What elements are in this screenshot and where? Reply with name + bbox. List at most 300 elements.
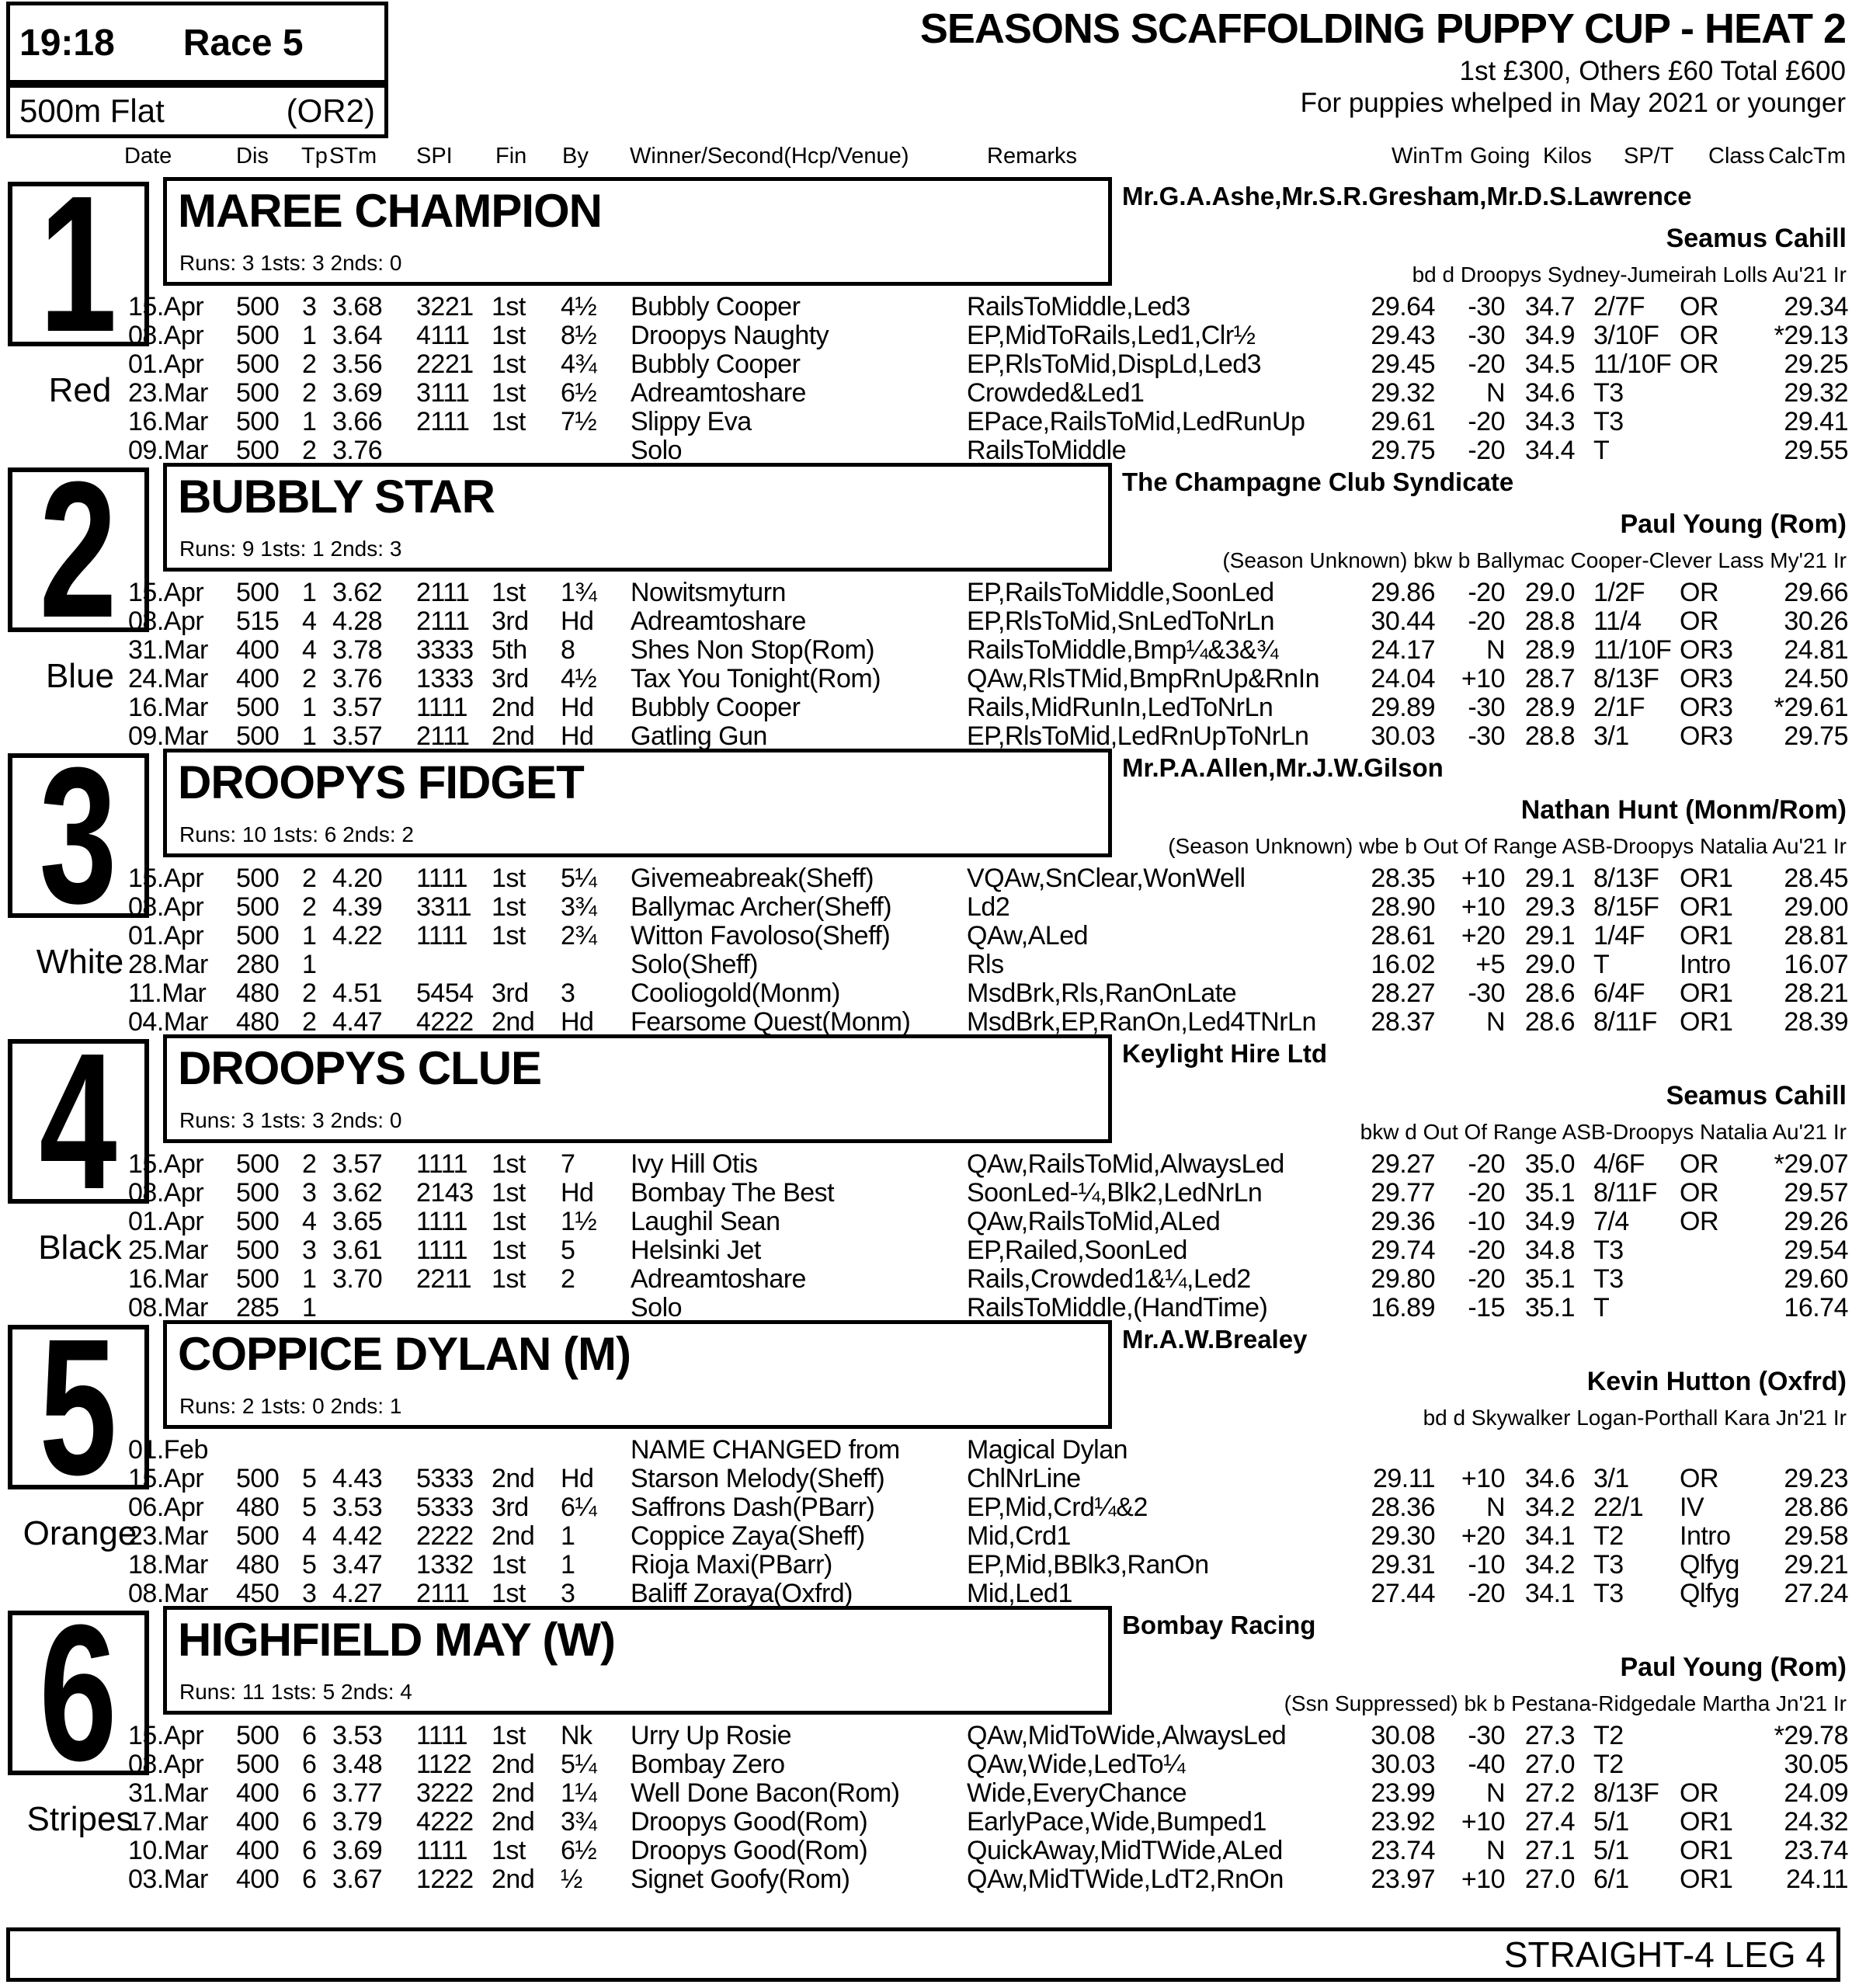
form-winner: Bombay The Best — [631, 1178, 835, 1208]
form-wintime: 24.04 — [1371, 664, 1435, 693]
form-calctime: 29.34 — [1784, 292, 1848, 321]
form-splittime: 3.78 — [332, 635, 383, 665]
form-kilos: 35.1 — [1524, 1178, 1575, 1208]
form-calctime: 29.58 — [1784, 1521, 1848, 1551]
form-row — [0, 1750, 1852, 1778]
form-class: Qlfyg — [1680, 1579, 1739, 1608]
form-going: -30 — [1468, 693, 1505, 722]
form-calctime: *29.13 — [1774, 321, 1848, 350]
form-calctime: 30.05 — [1784, 1750, 1848, 1779]
prize-money: 1st £300, Others £60 Total £600 — [1459, 56, 1846, 86]
form-kilos: 34.5 — [1524, 349, 1575, 379]
breeding-info: bkw d Out Of Range ASB-Droopys Natalia Au'21 Ir — [1360, 1120, 1847, 1144]
form-date: 08.Apr — [128, 606, 204, 636]
form-finish: 2nd — [492, 1807, 535, 1837]
form-calctime: *29.07 — [1774, 1149, 1848, 1179]
form-date: 16.Mar — [128, 1264, 208, 1294]
form-row — [0, 321, 1852, 349]
form-wintime: 29.75 — [1371, 436, 1435, 465]
breeding-info: (Season Unknown) wbe b Out Of Range ASB-Droopys Natalia Au'21 Ir — [1168, 834, 1847, 858]
form-splittime: 3.66 — [332, 407, 383, 436]
form-distance: 500 — [236, 407, 280, 436]
form-going: -30 — [1468, 321, 1505, 350]
form-remarks: EP,Mid,Crd¼&2 — [967, 1493, 1148, 1522]
column-headers — [0, 144, 1852, 170]
form-calctime: 29.32 — [1784, 378, 1848, 408]
form-splittime: 3.76 — [332, 436, 383, 465]
form-trap: 3 — [302, 1236, 317, 1265]
form-class: OR1 — [1680, 1836, 1733, 1865]
race-title: SEASONS SCAFFOLDING PUPPY CUP - HEAT 2 — [919, 5, 1846, 52]
dog-stats: Runs: 9 1sts: 1 2nds: 3 — [179, 537, 402, 561]
form-finish: 2nd — [492, 721, 535, 751]
form-date: 08.Apr — [128, 1750, 204, 1779]
form-going: N — [1485, 378, 1505, 408]
form-calctime: 29.66 — [1784, 578, 1848, 607]
form-class: OR — [1680, 1149, 1718, 1179]
form-splittime: 3.57 — [332, 721, 383, 751]
form-going: N — [1485, 1778, 1505, 1808]
form-kilos: 34.2 — [1524, 1550, 1575, 1580]
form-finish: 1st — [492, 892, 526, 922]
form-splittime: 4.39 — [332, 892, 383, 922]
form-finish: 3rd — [492, 664, 529, 693]
form-trap: 6 — [302, 1721, 317, 1750]
form-sp: 1/4F — [1593, 921, 1645, 951]
form-sp: 2/7F — [1593, 292, 1645, 321]
dog-name-box — [163, 1034, 1112, 1143]
form-kilos: 34.2 — [1524, 1493, 1575, 1522]
owner-name: Bombay Racing — [1122, 1611, 1316, 1639]
form-calctime: 28.45 — [1784, 864, 1848, 893]
form-going: +10 — [1461, 1464, 1505, 1493]
form-wintime: 23.99 — [1371, 1778, 1435, 1808]
form-calctime: 24.11 — [1785, 1865, 1848, 1894]
form-class: OR3 — [1680, 693, 1733, 722]
form-splittime: 3.68 — [332, 292, 383, 321]
form-kilos: 27.0 — [1524, 1865, 1575, 1894]
form-distance: 480 — [236, 1493, 280, 1522]
form-trap: 4 — [302, 606, 317, 636]
form-distance: 500 — [236, 1750, 280, 1779]
form-going: -30 — [1468, 721, 1505, 751]
form-row — [0, 1293, 1852, 1322]
form-positions: 1111 — [416, 1207, 468, 1236]
trainer-name: Seamus Cahill — [1666, 1081, 1847, 1110]
dog-name: MAREE CHAMPION — [178, 185, 603, 237]
form-remarks: Mid,Crd1 — [967, 1521, 1071, 1551]
form-by-margin: 3¾ — [561, 892, 597, 922]
form-row — [0, 864, 1852, 892]
form-going: -20 — [1468, 407, 1505, 436]
form-remarks: Magical Dylan — [967, 1435, 1128, 1465]
dog-name: BUBBLY STAR — [178, 471, 495, 523]
form-by-margin: 1 — [561, 1550, 575, 1580]
dog-name: HIGHFIELD MAY (W) — [178, 1614, 615, 1666]
form-winner: Solo — [631, 1293, 683, 1322]
col-remarks: Remarks — [987, 144, 1078, 169]
form-class: OR1 — [1680, 864, 1733, 893]
form-date: 31.Mar — [128, 1778, 208, 1808]
form-wintime: 28.35 — [1371, 864, 1435, 893]
form-going: N — [1485, 1836, 1505, 1865]
form-trap: 2 — [302, 892, 317, 922]
form-row — [0, 407, 1852, 436]
form-finish: 1st — [492, 1207, 526, 1236]
form-calctime: 24.09 — [1784, 1778, 1848, 1808]
form-calctime: 24.81 — [1784, 635, 1848, 665]
form-date: 11.Mar — [128, 978, 207, 1008]
form-date: 08.Apr — [128, 892, 204, 922]
trap-number: 5 — [39, 1298, 118, 1515]
form-distance: 500 — [236, 292, 280, 321]
form-row — [0, 1007, 1852, 1036]
form-class: OR — [1680, 606, 1718, 636]
form-by-margin: 2¾ — [561, 921, 597, 951]
form-positions: 5454 — [416, 978, 474, 1008]
form-sp: T3 — [1593, 1264, 1624, 1294]
form-positions: 3221 — [416, 292, 474, 321]
form-date: 25.Mar — [128, 1236, 208, 1265]
form-sp: 8/11F — [1593, 1178, 1657, 1208]
form-calctime: 30.26 — [1784, 606, 1848, 636]
form-trap: 1 — [302, 1293, 317, 1322]
form-going: -30 — [1468, 1721, 1505, 1750]
form-winner: Ivy Hill Otis — [631, 1149, 758, 1179]
form-positions: 1222 — [416, 1865, 474, 1894]
form-remarks: EP,RlsToMid,LedRnUpToNrLn — [967, 721, 1309, 751]
form-wintime: 28.27 — [1371, 978, 1435, 1008]
form-going: -20 — [1468, 1579, 1505, 1608]
form-row — [0, 606, 1852, 635]
form-trap: 4 — [302, 1521, 317, 1551]
form-rows — [0, 1149, 1852, 1322]
form-row — [0, 950, 1852, 978]
form-positions: 1333 — [416, 664, 474, 693]
form-winner: Rioja Maxi(PBarr) — [631, 1550, 832, 1580]
form-winner: Helsinki Jet — [631, 1236, 761, 1265]
form-distance: 500 — [236, 321, 280, 350]
trainer-name: Paul Young (Rom) — [1620, 1653, 1847, 1682]
form-positions: 1111 — [416, 1721, 468, 1750]
form-winner: Adreamtoshare — [631, 606, 806, 636]
form-calctime: 27.24 — [1784, 1579, 1848, 1608]
form-sp: T2 — [1593, 1750, 1624, 1779]
form-positions: 3311 — [416, 892, 472, 922]
form-by-margin: Hd — [561, 721, 594, 751]
form-distance: 280 — [236, 950, 280, 979]
form-class: OR3 — [1680, 664, 1733, 693]
form-remarks: Rails,Crowded1&¼,Led2 — [967, 1264, 1251, 1294]
form-sp: T — [1593, 950, 1610, 979]
form-finish: 1st — [492, 864, 526, 893]
form-kilos: 29.1 — [1524, 864, 1575, 893]
form-trap: 2 — [302, 664, 317, 693]
form-class: Intro — [1680, 950, 1731, 979]
form-sp: T3 — [1593, 407, 1624, 436]
form-row — [0, 892, 1852, 921]
form-trap: 5 — [302, 1493, 317, 1522]
form-splittime: 3.76 — [332, 664, 383, 693]
form-remarks: QAw,RlsTMid,BmpRnUp&RnIn — [967, 664, 1320, 693]
form-distance: 500 — [236, 436, 280, 465]
form-date: 31.Mar — [128, 635, 208, 665]
form-kilos: 27.2 — [1524, 1778, 1575, 1808]
form-sp: 8/13F — [1593, 864, 1659, 893]
form-finish: 3rd — [492, 978, 529, 1008]
form-kilos: 34.3 — [1524, 407, 1575, 436]
form-row — [0, 436, 1852, 464]
footer-box — [6, 1927, 1840, 1982]
form-splittime: 3.47 — [332, 1550, 383, 1580]
form-row — [0, 292, 1852, 321]
form-splittime: 3.64 — [332, 321, 383, 350]
form-remarks: EarlyPace,Wide,Bumped1 — [967, 1807, 1267, 1837]
form-finish: 1st — [492, 407, 526, 436]
form-positions: 4222 — [416, 1007, 474, 1037]
form-sp: 3/1 — [1593, 1464, 1629, 1493]
form-by-margin: Hd — [561, 1007, 594, 1037]
form-distance: 500 — [236, 1149, 280, 1179]
form-going: -30 — [1468, 292, 1505, 321]
form-date: 15.Apr — [128, 1721, 204, 1750]
form-kilos: 34.1 — [1524, 1521, 1575, 1551]
col-wintm: WinTm — [1392, 144, 1463, 169]
form-splittime: 3.69 — [332, 378, 383, 408]
form-rows — [0, 578, 1852, 750]
form-sp: 11/4 — [1593, 606, 1642, 636]
form-date: 03.Mar — [128, 1865, 208, 1894]
form-distance: 500 — [236, 1236, 280, 1265]
form-positions: 3333 — [416, 635, 474, 665]
col-going: Going — [1470, 144, 1531, 169]
form-calctime: 29.41 — [1784, 407, 1848, 436]
form-positions: 2111 — [416, 407, 470, 436]
form-row — [0, 693, 1852, 721]
form-positions: 3222 — [416, 1778, 474, 1808]
form-positions: 4222 — [416, 1807, 474, 1837]
col-calctm: CalcTm — [1768, 144, 1846, 169]
form-finish: 5th — [492, 635, 527, 665]
form-splittime: 3.62 — [332, 1178, 383, 1208]
form-finish: 2nd — [492, 693, 535, 722]
form-class: OR1 — [1680, 892, 1733, 922]
col-spi: SPI — [416, 144, 453, 169]
form-sp: T2 — [1593, 1721, 1624, 1750]
form-class: OR1 — [1680, 1007, 1733, 1037]
form-kilos: 28.9 — [1524, 693, 1575, 722]
form-kilos: 34.4 — [1524, 436, 1575, 465]
form-trap: 5 — [302, 1550, 317, 1580]
form-kilos: 34.6 — [1524, 378, 1575, 408]
form-winner: Bubbly Cooper — [631, 693, 801, 722]
form-trap: 3 — [302, 1579, 317, 1608]
form-calctime: 29.54 — [1784, 1236, 1848, 1265]
dog-name-box — [163, 1320, 1112, 1429]
form-going: -20 — [1468, 349, 1505, 379]
form-sp: 3/10F — [1593, 321, 1659, 350]
form-splittime: 3.77 — [332, 1778, 383, 1808]
form-wintime: 29.86 — [1371, 578, 1435, 607]
form-sp: 8/13F — [1593, 664, 1659, 693]
form-wintime: 29.77 — [1371, 1178, 1435, 1208]
form-distance: 500 — [236, 864, 280, 893]
form-calctime: 29.25 — [1784, 349, 1848, 379]
col-dis: Dis — [236, 144, 269, 169]
dog-stats: Runs: 3 1sts: 3 2nds: 0 — [179, 1108, 402, 1132]
dog-name-box — [163, 1606, 1112, 1715]
form-wintime: 29.32 — [1371, 378, 1435, 408]
form-wintime: 23.97 — [1371, 1865, 1435, 1894]
form-wintime: 29.74 — [1371, 1236, 1435, 1265]
form-remarks: EP,RlsToMid,SnLedToNrLn — [967, 606, 1275, 636]
dog-name: DROOPYS FIDGET — [178, 756, 584, 808]
form-sp: T — [1593, 436, 1610, 465]
form-trap: 2 — [302, 349, 317, 379]
trainer-name: Seamus Cahill — [1666, 224, 1847, 253]
form-wintime: 29.36 — [1371, 1207, 1435, 1236]
form-positions: 2111 — [416, 721, 470, 751]
form-by-margin: 1¼ — [561, 1778, 597, 1808]
form-row — [0, 1207, 1852, 1236]
form-splittime: 4.22 — [332, 921, 383, 951]
col-stm: STm — [329, 144, 377, 169]
trap-color-label: White — [36, 943, 124, 981]
form-date: 18.Mar — [128, 1550, 208, 1580]
form-date: 04.Mar — [128, 1007, 208, 1037]
col-kilos: Kilos — [1543, 144, 1592, 169]
form-remarks: EP,RlsToMid,DispLd,Led3 — [967, 349, 1262, 379]
form-wintime: 28.61 — [1371, 921, 1435, 951]
form-trap: 2 — [302, 378, 317, 408]
form-remarks: ChlNrLine — [967, 1464, 1081, 1493]
form-by-margin: 4½ — [561, 664, 597, 693]
form-going: +20 — [1461, 1521, 1505, 1551]
form-splittime: 3.62 — [332, 578, 383, 607]
form-splittime: 3.67 — [332, 1865, 383, 1894]
form-by-margin: 5¼ — [561, 1750, 597, 1779]
form-finish: 2nd — [492, 1865, 535, 1894]
form-kilos: 28.8 — [1524, 606, 1575, 636]
form-wintime: 29.30 — [1371, 1521, 1435, 1551]
form-trap: 6 — [302, 1865, 317, 1894]
form-remarks: QAw,RailsToMid,AlwaysLed — [967, 1149, 1284, 1179]
form-remarks: QAw,ALed — [967, 921, 1089, 951]
form-class: OR1 — [1680, 1807, 1733, 1837]
form-row — [0, 921, 1852, 950]
form-by-margin: 7½ — [561, 407, 597, 436]
form-going: +5 — [1475, 950, 1505, 979]
form-winner: Well Done Bacon(Rom) — [631, 1778, 900, 1808]
dog-name-box — [163, 749, 1112, 857]
form-sp: 7/4 — [1593, 1207, 1629, 1236]
form-finish: 1st — [492, 578, 526, 607]
form-by-margin: Nk — [561, 1721, 592, 1750]
form-rows — [0, 1435, 1852, 1607]
form-kilos: 27.3 — [1524, 1721, 1575, 1750]
col-date: Date — [124, 144, 172, 169]
form-sp: T — [1593, 1293, 1610, 1322]
form-wintime: 29.61 — [1371, 407, 1435, 436]
form-going: -20 — [1468, 606, 1505, 636]
form-finish: 3rd — [492, 606, 529, 636]
trap-number: 1 — [39, 155, 118, 372]
form-going: -20 — [1468, 578, 1505, 607]
form-distance: 450 — [236, 1579, 280, 1608]
trap-number: 4 — [39, 1013, 118, 1229]
form-positions: 5333 — [416, 1464, 474, 1493]
form-going: +10 — [1461, 664, 1505, 693]
form-trap: 2 — [302, 978, 317, 1008]
form-sp: 8/13F — [1593, 1778, 1659, 1808]
col-fin: Fin — [495, 144, 527, 169]
form-kilos: 28.9 — [1524, 635, 1575, 665]
form-positions: 5333 — [416, 1493, 474, 1522]
form-remarks: EP,MidToRails,Led1,Clr½ — [967, 321, 1256, 350]
form-finish: 2nd — [492, 1521, 535, 1551]
form-kilos: 35.1 — [1524, 1264, 1575, 1294]
form-class: IV — [1680, 1493, 1704, 1522]
form-trap: 1 — [302, 407, 317, 436]
form-splittime: 4.28 — [332, 606, 383, 636]
dog-name-box — [163, 463, 1112, 572]
form-positions: 2211 — [416, 1264, 472, 1294]
form-going: -15 — [1468, 1293, 1505, 1322]
form-wintime: 28.90 — [1371, 892, 1435, 922]
race-distance-box — [6, 84, 388, 138]
form-splittime: 3.65 — [332, 1207, 383, 1236]
form-finish: 1st — [492, 1836, 526, 1865]
form-splittime: 3.70 — [332, 1264, 383, 1294]
form-date: 15.Apr — [128, 292, 204, 321]
form-splittime: 3.57 — [332, 1149, 383, 1179]
form-wintime: 28.36 — [1371, 1493, 1435, 1522]
form-row — [0, 1236, 1852, 1264]
trainer-name: Nathan Hunt (Monm/Rom) — [1520, 795, 1847, 825]
form-winner: Nowitsmyturn — [631, 578, 786, 607]
form-distance: 500 — [236, 721, 280, 751]
form-kilos: 27.0 — [1524, 1750, 1575, 1779]
form-remarks: RailsToMiddle — [967, 436, 1127, 465]
form-distance: 500 — [236, 1178, 280, 1208]
form-trap: 6 — [302, 1836, 317, 1865]
form-winner: NAME CHANGED from — [631, 1435, 900, 1465]
form-by-margin: 6½ — [561, 1836, 597, 1865]
form-distance: 400 — [236, 1778, 280, 1808]
form-by-margin: 3 — [561, 978, 575, 1008]
form-sp: T3 — [1593, 1236, 1624, 1265]
form-remarks: MsdBrk,Rls,RanOnLate — [967, 978, 1237, 1008]
form-by-margin: 4¾ — [561, 349, 597, 379]
form-trap: 2 — [302, 864, 317, 893]
form-row — [0, 1550, 1852, 1579]
form-winner: Slippy Eva — [631, 407, 752, 436]
form-calctime: 16.74 — [1784, 1293, 1848, 1322]
form-splittime: 4.43 — [332, 1464, 383, 1493]
form-row — [0, 578, 1852, 606]
form-class: OR — [1680, 1778, 1718, 1808]
form-finish: 1st — [492, 292, 526, 321]
trap-color-label: Orange — [23, 1514, 137, 1552]
form-date: 10.Mar — [128, 1836, 208, 1865]
form-splittime: 4.27 — [332, 1579, 383, 1608]
form-trap: 1 — [302, 693, 317, 722]
form-distance: 500 — [236, 892, 280, 922]
breeding-info: (Ssn Suppressed) bk b Pestana-Ridgedale Martha Jn'21 Ir — [1284, 1691, 1847, 1715]
form-calctime: 28.86 — [1784, 1493, 1848, 1522]
form-going: -40 — [1468, 1750, 1505, 1779]
form-sp: 5/1 — [1593, 1836, 1629, 1865]
